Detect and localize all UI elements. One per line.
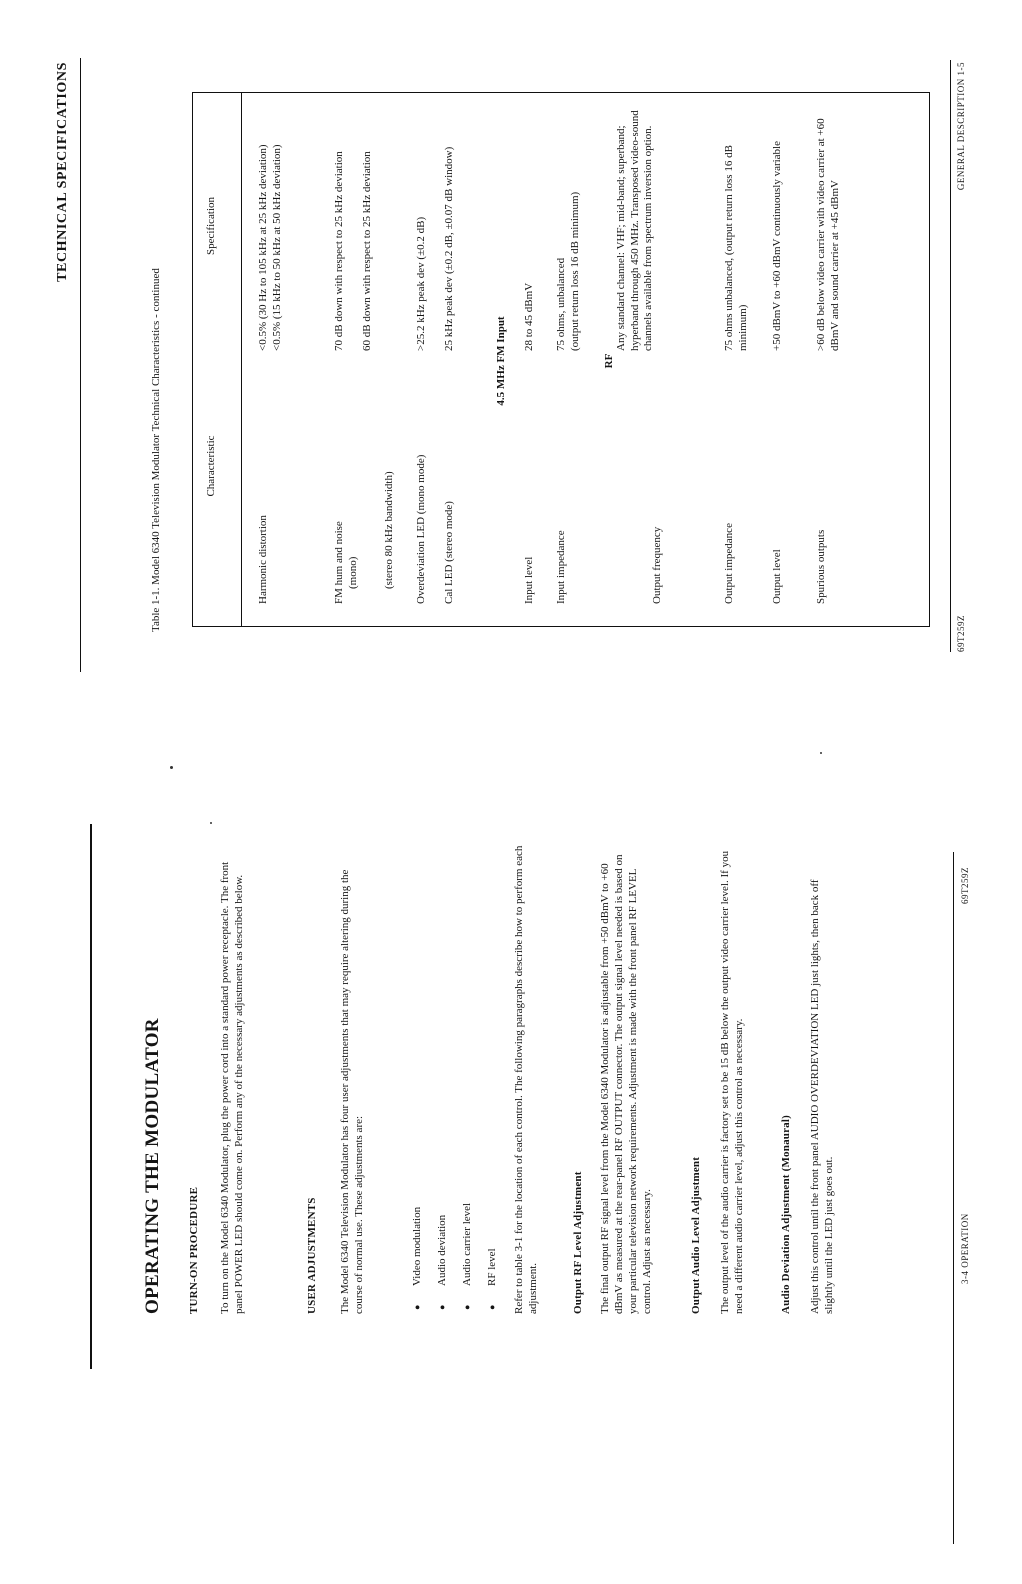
table-cell-characteristic: Output level — [771, 549, 783, 604]
table-cell-specification: 75 ohms unbalanced, (output return loss 16 dB minimum) — [723, 145, 749, 351]
footer-rule — [950, 60, 951, 652]
table-cell-specification: 70 dB down with respect to 25 kHz deviation — [333, 151, 345, 351]
top-rule — [90, 824, 92, 1369]
table-cell-specification: >60 dB below video carrier with video carrier at +60 dBmV and sound carrier at +45 dBmV — [815, 118, 841, 351]
page-title: OPERATING THE MODULATOR — [142, 1018, 163, 1314]
table-cell-characteristic: Overdeviation LED (mono mode) — [415, 454, 427, 604]
left-page — [0, 792, 1022, 1584]
section-heading-fm-input: 4.5 MHz FM Input — [495, 316, 507, 406]
table-cell-characteristic: Cal LED (stereo mode) — [443, 501, 455, 604]
list-item: ● Audio deviation — [430, 844, 455, 1314]
table-cell-specification: 25 kHz peak dev (±0.2 dB, ±0.07 dB window) — [443, 146, 455, 351]
column-header-characteristic: Characteristic — [205, 435, 217, 497]
table-caption: Table 1-1. Model 6340 Television Modulator Technical Characteristics - continued — [150, 268, 162, 632]
list-item: ● RF level — [480, 844, 505, 1314]
output-rf-body: The final output RF signal level from the Model 6340 Modulator is adjustable from +50 dBmV to +60 dBmV as measured at the rear-panel RF OUTPUT connector. The output signal level needed is based on your particular television network requirements. Adjustment is made with the front panel RF LEVEL control. Adjust as necessary. — [599, 854, 653, 1314]
table-cell-characteristic: Harmonic distortion — [257, 515, 269, 604]
section-heading-rf: RF — [603, 353, 615, 369]
turn-on-body: To turn on the Model 6340 Modulator, plug the power cord into a standard power receptacle. The front panel POWER LED should come on. Perform any of the necessary adjustments as described below. — [219, 861, 245, 1314]
table-cell-characteristic: Input level — [523, 556, 535, 604]
table-cell-specification: <0.5% (30 Hz to 105 kHz at 25 kHz deviation) <0.5% (15 kHz to 50 kHz at 50 kHz deviation) — [257, 144, 283, 351]
spec-table — [192, 92, 930, 627]
table-cell-characteristic: Output impedance — [723, 523, 735, 604]
refer-paragraph: Refer to table 3-1 for the location of each control. The following paragraphs describe how to perform each adjustment. — [513, 845, 539, 1314]
column-header-specification: Specification — [205, 196, 217, 256]
table-cell-specification: 28 to 45 dBmV — [523, 282, 535, 351]
header-rule — [80, 58, 81, 672]
table-cell-characteristic: (stereo 80 kHz bandwidth) — [383, 471, 395, 589]
user-adjustments-body: The Model 6340 Television Modulator has four user adjustments that may require altering during the course of normal use. These adjustments are: — [339, 869, 365, 1314]
list-item: ● Audio carrier level — [455, 844, 480, 1314]
output-audio-heading: Output Audio Level Adjustment — [690, 1156, 702, 1314]
footer-doc-number: 69T259Z — [956, 615, 966, 652]
table-cell-specification: +50 dBmV to +60 dBmV continuously variable — [771, 141, 783, 351]
footer-doc-number: 69T259Z — [960, 867, 970, 904]
list-item: ● Video modulation — [405, 844, 430, 1314]
table-cell-characteristic: FM hum and noise — [333, 521, 345, 604]
footer-rule — [953, 852, 954, 1544]
footer-section-label: GENERAL DESCRIPTION 1-5 — [956, 62, 966, 191]
scan-speck — [210, 822, 212, 824]
table-cell-specification: 60 dB down with respect to 25 kHz deviation — [361, 151, 373, 351]
adjustment-list — [405, 844, 505, 1314]
audio-deviation-heading: Audio Deviation Adjustment (Monaural) — [780, 1115, 792, 1314]
table-cell-specification: Any standard channel: VHF; mid-band; superband; hyperband through 450 MHz. Transposed video-sound channels available from spectrum inversion option. — [615, 110, 654, 351]
table-cell-specification: 75 ohms, unbalanced (output return loss 16 dB minimum) — [555, 191, 581, 351]
footer-page-label: 3-4 OPERATION — [960, 1213, 970, 1284]
scan-speck — [170, 766, 173, 769]
scan-speck — [820, 752, 822, 754]
audio-deviation-body: Adjust this control until the front panel AUDIO OVERDEVIATION LED just lights, then back off slightly until the LED just goes out. — [809, 879, 835, 1314]
output-audio-body: The output level of the audio carrier is factory set to be 15 dB below the output video carrier level. If you need a different audio carrier level, adjust this control as necessary. — [719, 850, 745, 1314]
table-cell-characteristic: Spurious outputs — [815, 529, 827, 604]
user-adjustments-heading: USER ADJUSTMENTS — [306, 1197, 318, 1314]
output-rf-heading: Output RF Level Adjustment — [572, 1171, 584, 1314]
turn-on-heading: TURN-ON PROCEDURE — [188, 1186, 200, 1314]
table-cell-specification: >25.2 kHz peak dev (±0.2 dB) — [415, 216, 427, 351]
table-cell-characteristic: Input impedance — [555, 530, 567, 604]
header-divider — [241, 93, 242, 626]
section-title: TECHNICAL SPECIFICATIONS — [55, 62, 70, 282]
table-cell-characteristic: (mono) — [347, 556, 359, 589]
table-cell-characteristic: Output frequency — [651, 526, 663, 604]
